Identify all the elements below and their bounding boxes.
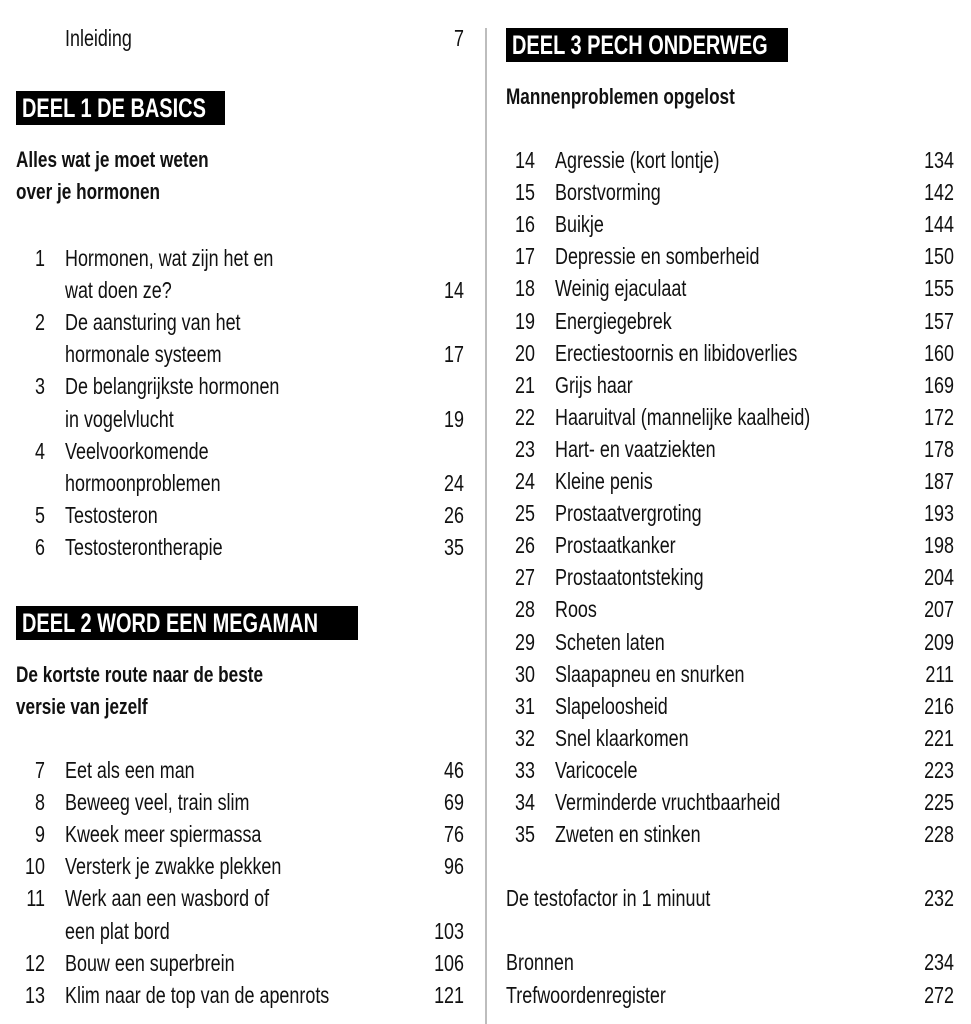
chapter-number: 23 [515,435,535,462]
chapter-number: 7 [35,757,45,783]
chapter-title[interactable]: Zweten en stinken [555,821,701,848]
toc-extra-page: 272 [924,982,954,1008]
chapter-title[interactable]: Haaruitval (mannelijke kaalheid) [555,403,811,430]
chapter-title[interactable]: hormoonproblemen [65,469,221,496]
chapter-title[interactable]: Grijs haar [555,371,633,398]
chapter-page-number: 221 [924,724,954,751]
chapter-title[interactable]: Hormonen, wat zijn het en [65,245,274,271]
chapter-page-number: 216 [924,692,954,719]
chapter-number: 15 [515,179,535,206]
chapter-title[interactable]: Energiegebrek [555,307,672,334]
chapter-title[interactable]: Testosterontherapie [65,533,223,560]
toc-extra-page: 234 [924,949,954,975]
chapter-title[interactable]: Hart- en vaatziekten [555,435,716,462]
chapter-number: 10 [25,853,45,880]
chapter-title[interactable]: Slapeloosheid [555,692,668,719]
chapter-number: 12 [25,949,45,976]
chapter-title[interactable]: Verminderde vruchtbaarheid [555,789,781,815]
chapter-number: 29 [515,628,535,655]
chapter-title[interactable]: Agressie (kort lontje) [555,147,720,173]
toc-extra-title[interactable]: Bronnen [506,949,574,975]
chapter-page-number: 225 [924,789,954,815]
chapter-page-number: 69 [444,789,464,816]
chapter-title[interactable]: een plat bord [65,917,170,944]
chapter-page-number: 160 [924,339,954,366]
chapter-page-number: 14 [444,277,464,304]
chapter-page-number: 157 [924,307,954,334]
chapter-title[interactable]: Kleine penis [555,468,653,494]
chapter-page-number: 209 [924,628,954,655]
chapter-number: 1 [35,245,45,271]
chapter-number: 35 [515,821,535,848]
chapter-page-number: 103 [434,917,464,944]
chapter-page-number: 178 [924,435,954,462]
chapter-number: 14 [515,147,535,173]
chapter-page-number: 76 [444,821,464,848]
chapter-page-number: 96 [444,853,464,880]
chapter-page-number: 106 [434,949,464,976]
chapter-title[interactable]: Werk aan een wasbord of [65,885,270,912]
chapter-page-number: 134 [924,147,954,173]
chapter-title[interactable]: wat doen ze? [65,277,172,304]
chapter-number: 3 [35,373,45,400]
chapter-title[interactable]: Snel klaarkomen [555,724,689,751]
chapter-number: 18 [515,275,535,302]
chapter-title[interactable]: Slaapapneu en snurken [555,660,745,687]
chapter-number: 8 [35,789,45,816]
chapter-page-number: 121 [434,981,464,1008]
chapter-number: 9 [35,821,45,848]
toc-extra-title[interactable]: De testofactor in 1 minuut [506,885,711,911]
part-subtitle-1-line-1: Alles wat je moet weten [16,147,209,172]
chapter-page-number: 19 [444,405,464,432]
part-subtitle-2-line-1: De kortste route naar de beste [16,662,264,687]
chapter-page-number: 228 [924,821,954,848]
chapter-page-number: 150 [924,243,954,270]
chapter-number: 5 [35,501,45,528]
chapter-page-number: 155 [924,275,954,302]
chapter-page-number: 223 [924,756,954,783]
chapter-number: 22 [515,403,535,430]
chapter-page-number: 144 [924,211,954,238]
chapter-number: 30 [515,660,535,687]
chapter-number: 25 [515,500,535,527]
chapter-page-number: 207 [924,596,954,623]
chapter-page-number: 198 [924,532,954,559]
chapter-title[interactable]: Versterk je zwakke plekken [65,853,282,880]
part-subtitle-2-line-2: versie van jezelf [16,694,148,719]
chapter-title[interactable]: Prostaatvergroting [555,500,702,527]
chapter-title[interactable]: Erectiestoornis en libidoverlies [555,339,798,366]
chapter-number: 31 [515,692,535,719]
chapter-title[interactable]: in vogelvlucht [65,405,174,432]
chapter-number: 11 [26,885,45,912]
chapter-page-number: 211 [925,660,954,687]
part-heading-2: DEEL 2 WORD EEN MEGAMAN [16,606,358,640]
chapter-number: 6 [35,533,45,560]
chapter-number: 2 [35,309,45,336]
chapter-title[interactable]: Scheten laten [555,628,665,655]
chapter-number: 17 [515,243,535,270]
toc-entry-intro-title[interactable]: Inleiding [65,25,132,51]
chapter-page-number: 172 [924,403,954,430]
chapter-number: 19 [515,307,535,334]
chapter-number: 27 [515,564,535,591]
chapter-number: 24 [515,468,535,494]
part-subtitle-1-line-2: over je hormonen [16,179,160,204]
chapter-title[interactable]: hormonale systeem [65,341,222,368]
chapter-title[interactable]: De aansturing van het [65,309,241,336]
chapter-title[interactable]: Veelvoorkomende [65,437,209,464]
toc-extra-title[interactable]: Trefwoordenregister [506,982,666,1008]
chapter-title[interactable]: Buikje [555,211,604,238]
chapter-title[interactable]: Weinig ejaculaat [555,275,687,302]
toc-extra-page: 232 [924,885,954,911]
chapter-number: 4 [35,437,45,464]
chapter-page-number: 24 [444,469,464,496]
chapter-number: 20 [515,339,535,366]
chapter-page-number: 17 [444,341,464,368]
chapter-page-number: 193 [924,500,954,527]
chapter-number: 21 [515,371,535,398]
chapter-title[interactable]: Kweek meer spiermassa [65,821,262,848]
chapter-number: 33 [515,756,535,783]
chapter-page-number: 142 [924,179,954,206]
chapter-number: 16 [515,211,535,238]
chapter-number: 32 [515,724,535,751]
part-heading-1: DEEL 1 DE BASICS [16,91,225,125]
chapter-page-number: 46 [444,757,464,783]
chapter-title[interactable]: Prostaatontsteking [555,564,704,591]
chapter-title[interactable]: Prostaatkanker [555,532,676,559]
chapter-number: 34 [515,789,535,815]
chapter-page-number: 169 [924,371,954,398]
part-subtitle-3: Mannenproblemen opgelost [506,84,735,109]
chapter-page-number: 26 [444,501,464,528]
chapter-title[interactable]: Borstvorming [555,179,661,206]
chapter-number: 26 [515,532,535,559]
column-divider [485,28,487,1024]
chapter-title[interactable]: Bouw een superbrein [65,949,235,976]
chapter-page-number: 35 [444,533,464,560]
chapter-title[interactable]: Eet als een man [65,757,195,783]
chapter-title[interactable]: Roos [555,596,597,623]
chapter-title[interactable]: Beweeg veel, train slim [65,789,250,816]
chapter-title[interactable]: De belangrijkste hormonen [65,373,280,400]
chapter-page-number: 204 [924,564,954,591]
part-heading-3: DEEL 3 PECH ONDERWEG [506,28,788,62]
chapter-title[interactable]: Klim naar de top van de apenrots [65,981,330,1008]
chapter-title[interactable]: Varicocele [555,756,638,783]
chapter-title[interactable]: Testosteron [65,501,158,528]
chapter-number: 13 [25,981,45,1008]
chapter-number: 28 [515,596,535,623]
toc-entry-intro-page: 7 [454,25,464,51]
chapter-title[interactable]: Depressie en somberheid [555,243,760,270]
chapter-page-number: 187 [924,468,954,494]
